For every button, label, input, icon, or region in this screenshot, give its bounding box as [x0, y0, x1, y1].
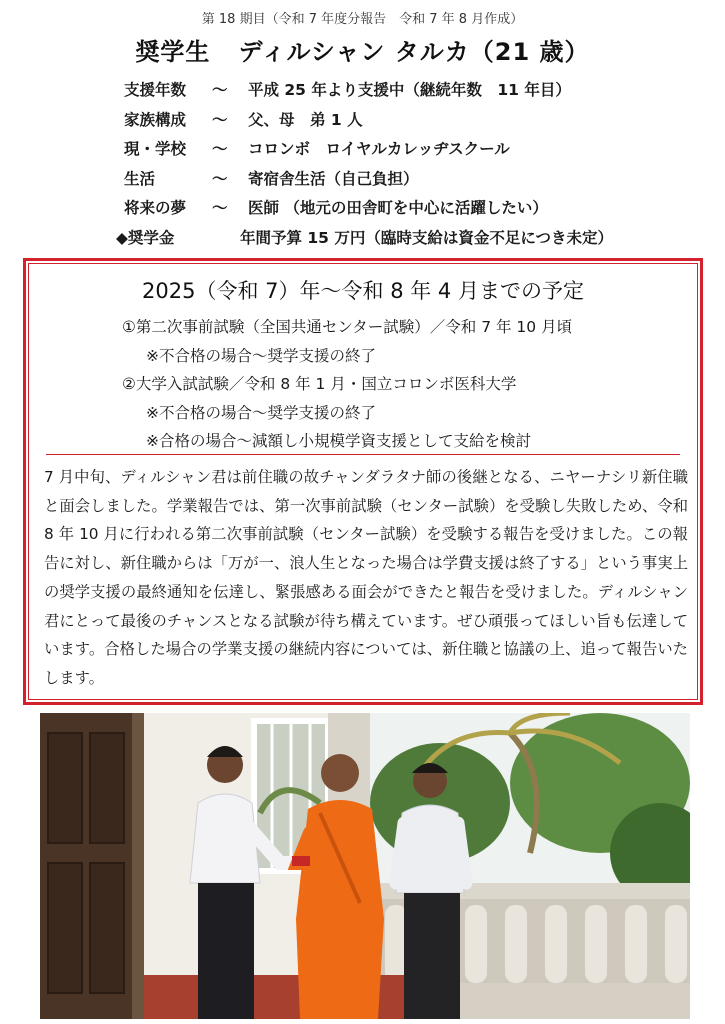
tilde-separator: 〜 [212, 81, 228, 99]
profile-label: 生活 [124, 169, 156, 188]
plan-note: ※合格の場合〜減額し小規模学資支援として支給を検討 [146, 432, 531, 450]
profile-row-support-years [124, 78, 613, 108]
scholarship-label: ◆奨学金 [116, 228, 175, 247]
report-paragraph: 7 月中旬、ディルシャン君は前住職の故チャンダラタナ師の後継となる、ニヤーナシリ新住職と面会しました。学業報告では、第一次事前試験（センター試験）を受験し失敗しため、令和 8 年 10 月に行われる第二次事前試験（センター試験）を受験する報告を受けました。この報告に対し、新住職からは「万が一、浪人生となった場合は学費支援は終了する」という事実上の奨学支援の最終通知を伝達し、緊張感ある面会ができたと報告を受けました。ディルシャン君にとって最後のチャンスとなる試験が待ち構えています。ぜひ頑張ってほしい旨も伝達しています。合格した場合の学業支援の継続内容については、新住職と協議の上、追って報告いたします。 [44, 468, 688, 687]
issue-line: 第 18 期目（令和 7 年度分報告 令和 7 年 8 月作成） [201, 12, 524, 27]
profile-row-dream [124, 196, 613, 226]
meeting-photo [40, 713, 690, 1019]
plan-list [122, 315, 572, 458]
profile-value: 医師 （地元の田舎町を中心に活躍したい） [248, 199, 548, 217]
plan-item: ①第二次事前試験（全国共通センター試験）／令和 7 年 10 月頃 [122, 318, 573, 336]
profile-label: 将来の夢 [124, 199, 187, 217]
page-title [0, 32, 725, 67]
profile-value: 父、母 弟 1 人 [248, 110, 363, 129]
profile-value: 寄宿舎生活（自己負担） [248, 169, 419, 188]
section-divider [46, 454, 680, 455]
profile-table [116, 78, 614, 255]
plan-note: ※不合格の場合〜奨学支援の終了 [146, 403, 376, 422]
profile-row-life [124, 167, 613, 197]
scholarship-value: 年間予算 15 万円（臨時支給は資金不足につき未定） [240, 228, 614, 247]
plan-note: ※不合格の場合〜奨学支援の終了 [146, 346, 376, 365]
profile-label: 現・学校 [124, 140, 187, 158]
plan-heading: 2025（令和 7）年〜令和 8 年 4 月までの予定 [142, 279, 584, 303]
tilde-separator: 〜 [212, 110, 228, 129]
tilde-separator: 〜 [212, 169, 228, 188]
profile-row-family [124, 108, 613, 138]
plan-and-report-box [23, 258, 703, 705]
tilde-separator: 〜 [212, 140, 228, 158]
profile-row-scholarship [116, 226, 613, 256]
plan-item: ②大学入試試験／令和 8 年 1 月・国立コロンボ医科大学 [122, 375, 517, 393]
student-name: ディルシャン タルカ（21 歳） [238, 38, 590, 66]
tilde-separator: 〜 [212, 199, 228, 217]
profile-label: 支援年数 [124, 81, 187, 99]
profile-label: 家族構成 [124, 110, 187, 129]
profile-row-school [124, 137, 613, 167]
profile-value: 平成 25 年より支援中（継続年数 11 年目） [248, 81, 571, 99]
title-role: 奨学生 [135, 38, 211, 66]
profile-value: コロンボ ロイヤルカレッヂスクール [248, 140, 510, 158]
